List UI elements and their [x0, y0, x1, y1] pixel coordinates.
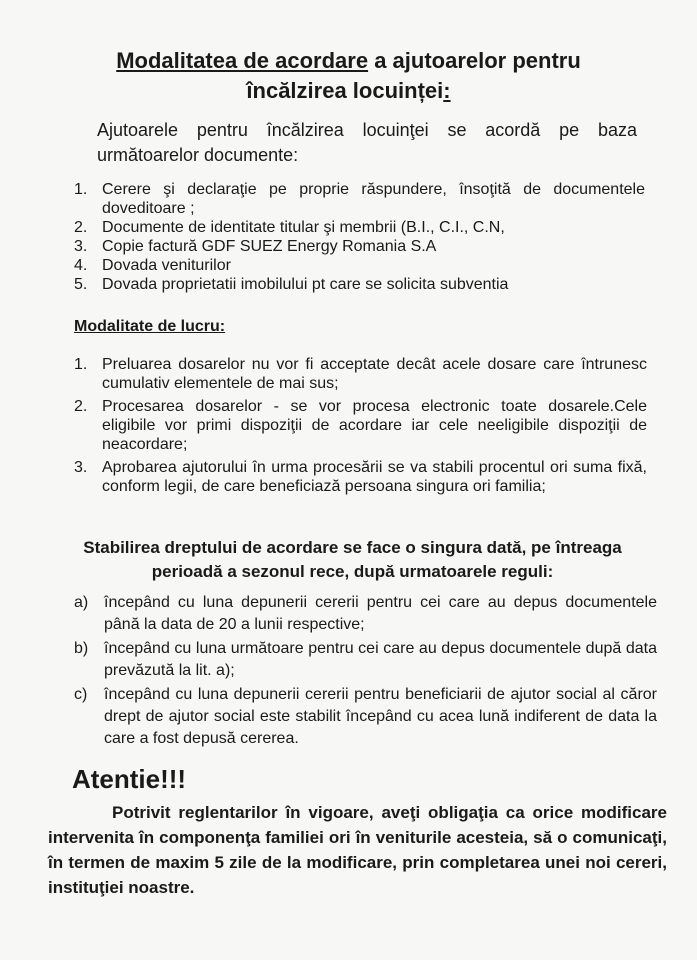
list-item — [74, 355, 647, 393]
intro-paragraph: Ajutoarele pentru încălzirea locuinţei se acordă pe baza următoarelor documente: — [97, 120, 637, 165]
list-item-number: 4. — [74, 257, 88, 274]
list-item-text: începând cu luna depunerii cererii pentru beneficiarii de ajutor social al căror drept de ajutor social este stabilit începând cu acea lună indiferent de data la care a fost depusă cererea. — [104, 686, 657, 747]
list-item-letter: a) — [74, 594, 89, 611]
list-item — [74, 397, 647, 454]
list-item-text: Dovada proprietatii imobilului pt care se solicita subventia — [102, 276, 509, 293]
title-line1-rest: a ajutoarelor pentru — [368, 48, 581, 73]
list-item-text: începând cu luna depunerii cererii pentru cei care au depus documentele până la data de 20 a lunii respective; — [104, 594, 657, 633]
list-item-letter: b) — [74, 640, 89, 657]
documents-list — [74, 180, 645, 294]
list-item — [74, 237, 645, 256]
list-item-text: începând cu luna următoare pentru cei care au depus documentele după data prevăzută la lit. a); — [104, 640, 657, 679]
list-item — [74, 256, 645, 275]
list-item — [74, 592, 657, 636]
work-heading: Modalitate de lucru: — [74, 318, 226, 335]
list-item-text: Preluarea dosarelor nu vor fi acceptate decât acele dosare care întrunesc cumulativ elementele de mai sus; — [102, 356, 647, 392]
list-item — [74, 218, 645, 237]
list-item — [74, 684, 657, 750]
list-item-text: Dovada veniturilor — [102, 257, 231, 274]
list-item-text: Procesarea dosarelor - se vor procesa electronic toate dosarele.Cele eligibile vor primi dispoziţii de acordare iar cele neeligibile dispoziţii de neacordare; — [102, 398, 647, 453]
title-line2-colon: : — [443, 78, 451, 103]
list-item-number: 2. — [74, 219, 88, 236]
title-line1-underlined: Modalitatea de acordare — [116, 48, 369, 73]
rules-heading: Stabilirea dreptului de acordare se face o singura dată, pe întreaga perioadă a sezonul rece, după urmatoarele reguli: — [83, 538, 622, 581]
list-item — [74, 275, 645, 294]
list-item-letter: c) — [74, 686, 88, 703]
list-item-text: Documente de identitate titular şi membrii (B.I., C.I., C.N, — [102, 219, 505, 236]
list-item-number: 1. — [74, 356, 88, 373]
list-item-number: 2. — [74, 398, 88, 415]
list-item-number: 3. — [74, 238, 88, 255]
attention-heading: Atentie!!! — [72, 764, 187, 794]
warning-paragraph: Potrivit reglentarilor în vigoare, aveţi obligaţia ca orice modificare intervenita în componenţa familiei ori în veniturile acesteia, să o comunicaţi, în termen de maxim 5 zile de la modificare, prin completarea unei noi cereri, instituţiei noastre. — [48, 803, 667, 897]
list-item-number: 1. — [74, 181, 88, 198]
list-item-text: Aprobarea ajutorului în urma procesării se va stabili procentul ori suma fixă, conform legii, de care beneficiază persoana singura ori familia; — [102, 459, 647, 495]
list-item — [74, 638, 657, 682]
list-item — [74, 180, 645, 218]
list-item-number: 5. — [74, 276, 88, 293]
list-item-number: 3. — [74, 459, 88, 476]
list-item-text: Cerere şi declaraţie pe proprie răspundere, însoţită de documentele doveditoare ; — [102, 181, 645, 217]
title-line2: încălzirea locuinței — [246, 78, 444, 103]
rules-list — [74, 592, 657, 752]
work-steps-list — [74, 355, 647, 500]
list-item-text: Copie factură GDF SUEZ Energy Romania S.A — [102, 238, 437, 255]
list-item — [74, 458, 647, 496]
page-title — [0, 46, 697, 106]
